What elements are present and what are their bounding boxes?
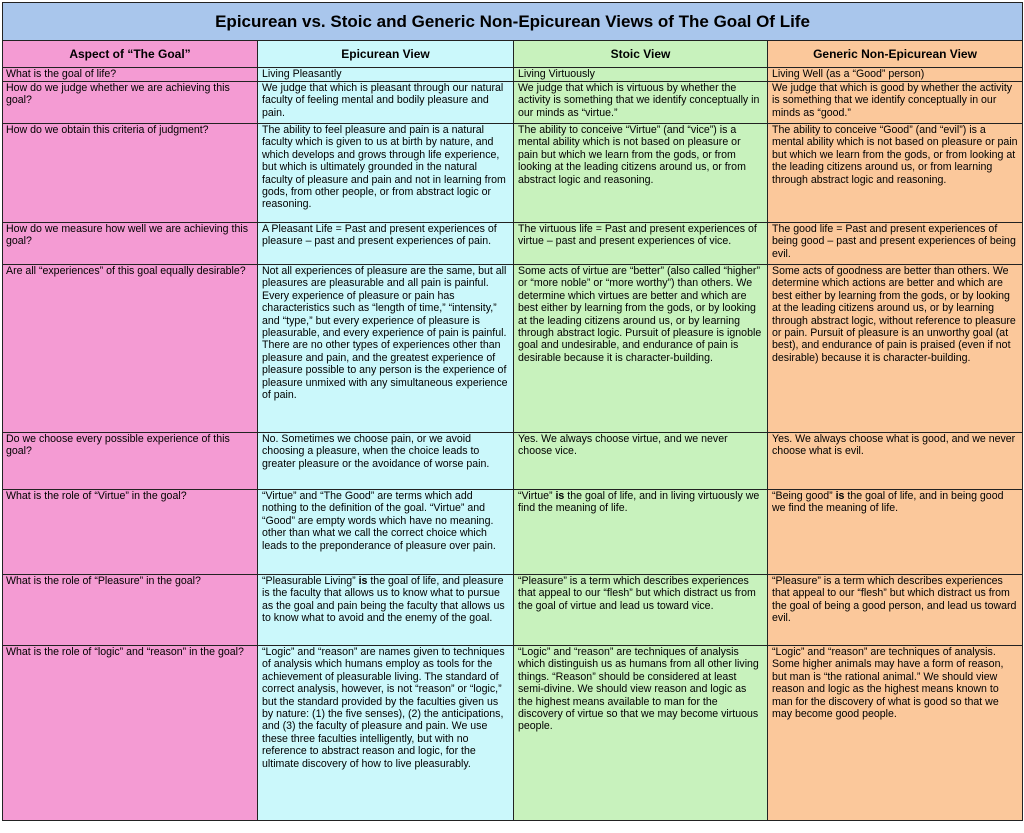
stoic-cell: We judge that which is virtuous by whether the activity is something that we identify conceptually in our minds as “virtue.” bbox=[514, 82, 768, 124]
comparison-sheet bbox=[2, 2, 1022, 831]
generic-cell: Living Well (as a “Good” person) bbox=[768, 68, 1023, 82]
comparison-table bbox=[2, 2, 1023, 821]
aspect-cell: How do we measure how well we are achieving this goal? bbox=[3, 223, 258, 265]
table-row bbox=[3, 490, 1023, 575]
generic-cell-text: “Being good” bbox=[772, 490, 836, 502]
aspect-cell: What is the goal of life? bbox=[3, 68, 258, 82]
table-row bbox=[3, 646, 1023, 821]
table-row bbox=[3, 433, 1023, 490]
aspect-cell: What is the role of “Virtue” in the goal? bbox=[3, 490, 258, 575]
generic-cell-text: the goal of life, and in being good we find the meaning of life. bbox=[772, 490, 1004, 515]
table-row bbox=[3, 82, 1023, 124]
table-row bbox=[3, 575, 1023, 646]
stoic-cell: The virtuous life = Past and present experiences of virtue – past and present experiences of vice. bbox=[514, 223, 768, 265]
stoic-cell-text: the goal of life, and in living virtuously we find the meaning of life. bbox=[518, 490, 760, 515]
epicurean-cell-text: “Pleasurable Living” bbox=[262, 575, 359, 587]
generic-cell: The ability to conceive “Good” (and “evil”) is a mental ability which is not based on pleasure or pain but which we learn from the gods, or from looking at the leading citizens around us, or from learning through abstract logic and reasoning. bbox=[768, 124, 1023, 223]
header-epicurean: Epicurean View bbox=[258, 41, 514, 68]
stoic-cell: Yes. We always choose virtue, and we never choose vice. bbox=[514, 433, 768, 490]
generic-cell: Some acts of goodness are better than others. We determine which actions are better and which are best either by learning from the gods, or by looking at the leading citizens around us, or by learning through abstract logic, without reference to pleasure or pain. Pursuit of pleasure is an unworthy goal (at best), and endurance of pain is praised (even if not desirable) because it is character-building. bbox=[768, 265, 1023, 433]
generic-cell-emphasis: is bbox=[835, 490, 845, 502]
table-row bbox=[3, 223, 1023, 265]
table-row bbox=[3, 265, 1023, 433]
epicurean-cell: The ability to feel pleasure and pain is a natural faculty which is given to us at birth by nature, and which develops and grows through life experience, but which is ultimately grounded in the natural faculty of pleasure and pain and not in learning from gods, from other people, or from abstract logic or reasoning. bbox=[258, 124, 514, 223]
header-generic: Generic Non-Epicurean View bbox=[768, 41, 1023, 68]
aspect-cell: What is the role of “logic” and “reason” in the goal? bbox=[3, 646, 258, 821]
stoic-cell bbox=[514, 490, 768, 575]
stoic-cell: “Logic” and “reason” are techniques of analysis which distinguish us as humans from all other living things. “Reason” should be considered at least semi-divine. We should view reason and logic as the highest means available to man for the discovery of virtue so that we may become virtuous people. bbox=[514, 646, 768, 821]
table-row bbox=[3, 124, 1023, 223]
generic-cell: “Logic” and “reason” are techniques of analysis. Some higher animals may have a form of reason, but man is “the rational animal.” We should view reason and logic as the highest means known to man for the discovery of what is good so that we may become good people. bbox=[768, 646, 1023, 821]
epicurean-cell-emphasis: is bbox=[358, 575, 368, 587]
generic-cell: We judge that which is good by whether the activity is something that we identify conceptually in our minds as “good.” bbox=[768, 82, 1023, 124]
generic-cell: Yes. We always choose what is good, and we never choose what is evil. bbox=[768, 433, 1023, 490]
epicurean-cell bbox=[258, 575, 514, 646]
table-title: Epicurean vs. Stoic and Generic Non-Epicurean Views of The Goal Of Life bbox=[3, 3, 1023, 41]
stoic-cell: The ability to conceive “Virtue” (and “vice”) is a mental ability which is not based on pleasure or pain but which we learn from the gods, or from looking at the leading citizens around us, or from abstract logic and reasoning. bbox=[514, 124, 768, 223]
header-aspect: Aspect of “The Goal” bbox=[3, 41, 258, 68]
aspect-cell: How do we judge whether we are achieving this goal? bbox=[3, 82, 258, 124]
generic-cell bbox=[768, 490, 1023, 575]
header-stoic: Stoic View bbox=[514, 41, 768, 68]
epicurean-cell-text: the goal of life, and pleasure is the faculty that allows us to know what to pursue as the goal and pain being the faculty that allows us to know what to avoid and the enemy of the goal. bbox=[262, 575, 505, 625]
epicurean-cell: We judge that which is pleasant through our natural faculty of feeling mental and bodily pleasure and pain. bbox=[258, 82, 514, 124]
epicurean-cell: Not all experiences of pleasure are the same, but all pleasures are pleasurable and all pain is painful. Every experience of pleasure or pain has characteristics such as “length of time,” “intensity,” and “type,” but every experience of pleasure is pleasurable, and every experience of pain is painful. There are no other types of experiences other than pleasure and pain, and the greatest experience of pleasure possible to any person is the experience of pleasure unmixed with any simultaneous experience of pain. bbox=[258, 265, 514, 433]
stoic-cell: “Pleasure” is a term which describes experiences that appeal to our “flesh” but which distract us from the goal of virtue and lead us toward vice. bbox=[514, 575, 768, 646]
epicurean-cell: “Virtue” and “The Good” are terms which add nothing to the definition of the goal. “Virtue” and “Good” are empty words which have no meaning. other than what we call the correct choice which leads to the preponderance of pleasure over pain. bbox=[258, 490, 514, 575]
stoic-cell-text: “Virtue” bbox=[518, 490, 556, 502]
stoic-cell-emphasis: is bbox=[555, 490, 565, 502]
aspect-cell: Are all “experiences” of this goal equally desirable? bbox=[3, 265, 258, 433]
aspect-cell: How do we obtain this criteria of judgment? bbox=[3, 124, 258, 223]
generic-cell: The good life = Past and present experiences of being good – past and present experiences of being evil. bbox=[768, 223, 1023, 265]
epicurean-cell: No. Sometimes we choose pain, or we avoid choosing a pleasure, when the choice leads to greater pleasure or the avoidance of worse pain. bbox=[258, 433, 514, 490]
generic-cell: “Pleasure” is a term which describes experiences that appeal to our “flesh” but which distract us from the goal of being a good person, and lead us toward evil. bbox=[768, 575, 1023, 646]
stoic-cell: Some acts of virtue are “better” (also called “higher” or “more noble” or “more worthy”) than others. We determine which virtues are better and which are best either by learning from the gods, or by looking at the leading citizens around us, or by learning through abstract logic. Pursuit of pleasure is ignoble goal and undesirable, and endurance of pain is desirable because it is character-building. bbox=[514, 265, 768, 433]
aspect-cell: Do we choose every possible experience of this goal? bbox=[3, 433, 258, 490]
table-row bbox=[3, 68, 1023, 82]
stoic-cell: Living Virtuously bbox=[514, 68, 768, 82]
epicurean-cell: Living Pleasantly bbox=[258, 68, 514, 82]
epicurean-cell: “Logic” and “reason” are names given to techniques of analysis which humans employ as tools for the achievement of pleasurable living. The standard of correct analysis, however, is not “reason” or “logic,” but the standard provided by the faculties given us by nature: (1) the five senses), (2) the anticipations, and (3) the faculty of pleasure and pain. We use these three faculties intelligently, but with no reference to abstract reason and logic, for the ultimate discovery of how to live pleasurably. bbox=[258, 646, 514, 821]
aspect-cell: What is the role of “Pleasure” in the goal? bbox=[3, 575, 258, 646]
epicurean-cell: A Pleasant Life = Past and present experiences of pleasure – past and present experiences of pain. bbox=[258, 223, 514, 265]
